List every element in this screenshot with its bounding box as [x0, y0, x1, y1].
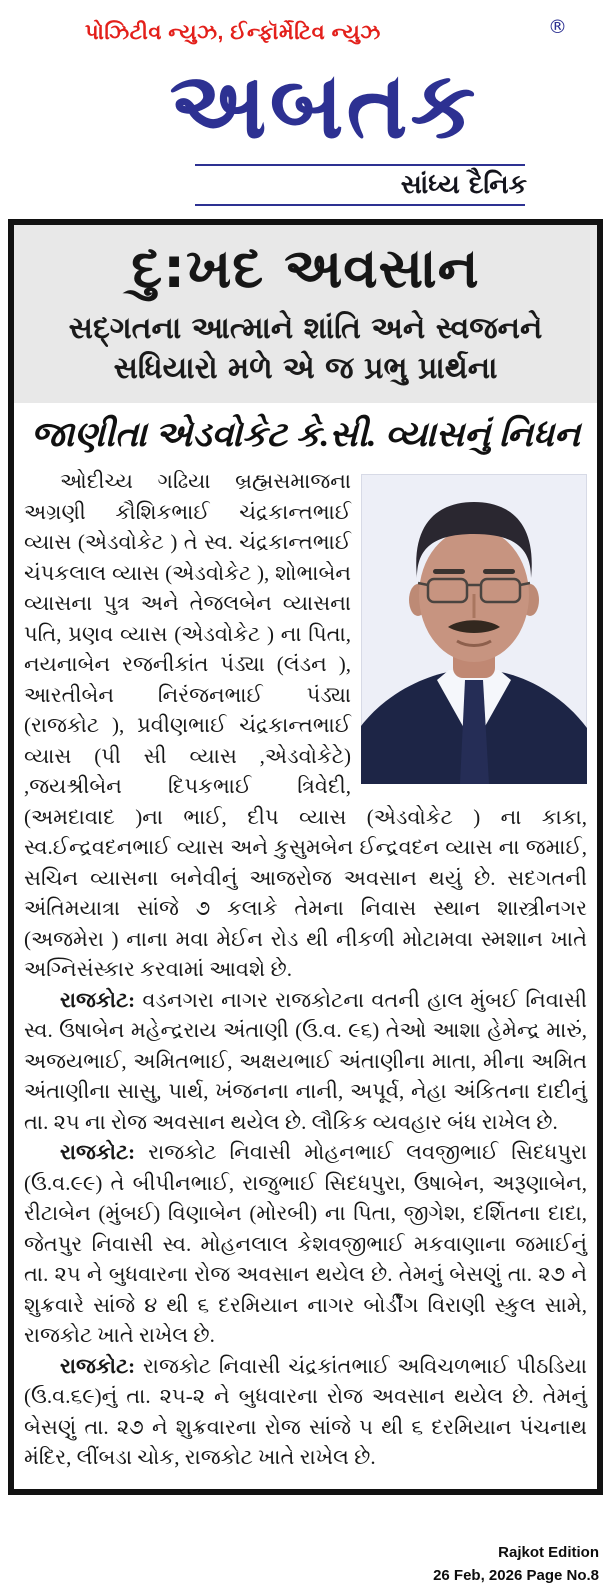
portrait-photo — [361, 474, 587, 784]
obituary-paragraph: ઓદીચ્ય ગઢિયા બ્રહ્મસમાજના અગ્રણી કૌશિકભાઈ ચંદ્રકાન્તભાઈ વ્યાસ (એડવોકેટ ) તે સ્વ. ચંદ્રકાન્તભાઈ ચંપકલાલ વ્યાસ (એડવોકેટ ), શોભાબેન વ્યાસના પુત્ર અને તેજલબેન વ્યાસના પતિ, પ્રણવ વ્યાસ (એડવોકેટ ) ના પિતા, નયનાબેન રજનીકાંત પંડ્યા (લંડન ), આરતીબેન નિરંજનભાઈ પંડ્યા (રાજકોટ ), પ્રવીણભાઈ ચંદ્રકાન્તભાઈ વ્યાસ (પી સી વ્યાસ ,એડવોકેટે) ,જયશ્રીબેન દિપકભાઈ ત્રિવેદી, (અમદાવાદ )ના ભાઈ, દીપ વ્યાસ (એડવોકેટ ) ના કાકા, સ્વ.ઈન્દ્રવદનભાઈ વ્યાસ અને કુસુમબેન ઈન્દ્રવદન વ્યાસ ના જમાઈ, સચિન વ્યાસના બનેવીનું આજરોજ અવસાન થયું છે. સદગતની અંતિમયાત્રા સાંજે ૭ કલાકે તેમના નિવાસ સ્થાન શાસ્ત્રીનગર (અજમેરા ) નાના મવા મેઈન રોડ થી નીકળી મોટામવા સ્મશાન ખાતે અગ્નિસંસ્કાર કરવામાં આવશે છે. — [24, 469, 587, 981]
newspaper-logo: અબતક — [169, 52, 479, 159]
portrait-illustration — [361, 474, 587, 784]
masthead — [0, 0, 611, 206]
article-body — [14, 464, 597, 1489]
banner-subtitle: સદ્ગતના આત્માને શાંતિ અને સ્વજનને સધિયારો મળે એ જ પ્રભુ પ્રાર્થના — [68, 311, 543, 386]
obituary-banner — [14, 225, 597, 403]
banner-title: દુ:ખદ અવસાન — [131, 236, 480, 300]
masthead-rule-bottom — [195, 204, 525, 206]
obituary-paragraph: રાજકોટ: વડનગરા નાગર રાજકોટના વતની હાલ મુંબઈ નિવાસી સ્વ. ઉષાબેન મહેન્દ્રરાય અંતાણી (ઉ.વ. ૯૬) તેઓ આશા હેમેન્દ્ર મારું, અજયભાઈ, અમિતભાઈ, અક્ષયભાઈ અંતાણીના માતા, મીના અમિત અંતાણીના સાસુ, પાર્થ, ખંજનના નાની, અપૂર્વ, નેહા અંકિતના દાદીનું તા. ૨૫ ના રોજ અવસાન થયેલ છે. લૌકિક વ્યવહાર બંધ રાખેલ છે. — [24, 987, 587, 1134]
obituary-article-box — [8, 219, 603, 1495]
date-page-label: 26 Feb, 2026 Page No.8 — [433, 1567, 599, 1584]
dateline: રાજકોટ: — [60, 1353, 143, 1378]
article-headline: જાણીતા એડવોકેટ કે.સી. વ્યાસનું નિધન — [14, 403, 597, 464]
dateline: રાજકોટ: — [60, 987, 143, 1012]
page-footer — [433, 1541, 599, 1587]
obituary-paragraph: રાજકોટ: રાજકોટ નિવાસી મોહનભાઈ લવજીભાઈ સિદધપુરા (ઉ.વ.૯૯) તે બીપીનભાઈ, રાજુભાઈ સિદધપુરા, ઉષાબેન, અરૂણાબેન, રીટાબેન (મુંબઈ) વિણાબેન (મોરબી) ના પિતા, જીગેશ, દર્શિતના દાદા, જેતપુર નિવાસી સ્વ. મોહનલાલ કેશવજીભાઈ મકવાણાના જમાઈનું તા. ૨૫ ને બુધવારના રોજ અવસાન થયેલ છે. તેમનું બેસણું તા. ૨૭ ને શુક્રવારે સાંજે ૪ થી ૬ દરમિયાન નાગર બોર્ડીંગ વિરાણી સ્કુલ સામે, રાજકોટ ખાતે રાખેલ છે. — [24, 1140, 587, 1347]
dateline: રાજકોટ: — [60, 1140, 149, 1164]
edition-label: Rajkot Edition — [498, 1544, 599, 1561]
registered-trademark-icon: ® — [548, 16, 567, 38]
edition-type-label: સાંધ્ય દૈનિક — [400, 170, 527, 200]
masthead-tagline: પોઝિટીવ ન્યુઝ, ઈન્ફૉર્મેટિવ ન્યુઝ — [85, 21, 381, 44]
obituary-paragraph: રાજકોટ: રાજકોટ નિવાસી ચંદ્રકાંતભાઈ અવિચળભાઈ પીઠડિયા (ઉ.વ.૬૯)નું તા. ૨૫-૨ ને બુધવારના રોજ અવસાન થયેલ છે. તેમનું બેસણું તા. ૨૭ ને શુક્રવારના રોજ સાંજે ૫ થી ૬ દરમિયાન પંચનાથ મંદિર, લીંબડા ચોક, રાજકોટ ખાતે રાખેલ છે. — [24, 1353, 587, 1469]
